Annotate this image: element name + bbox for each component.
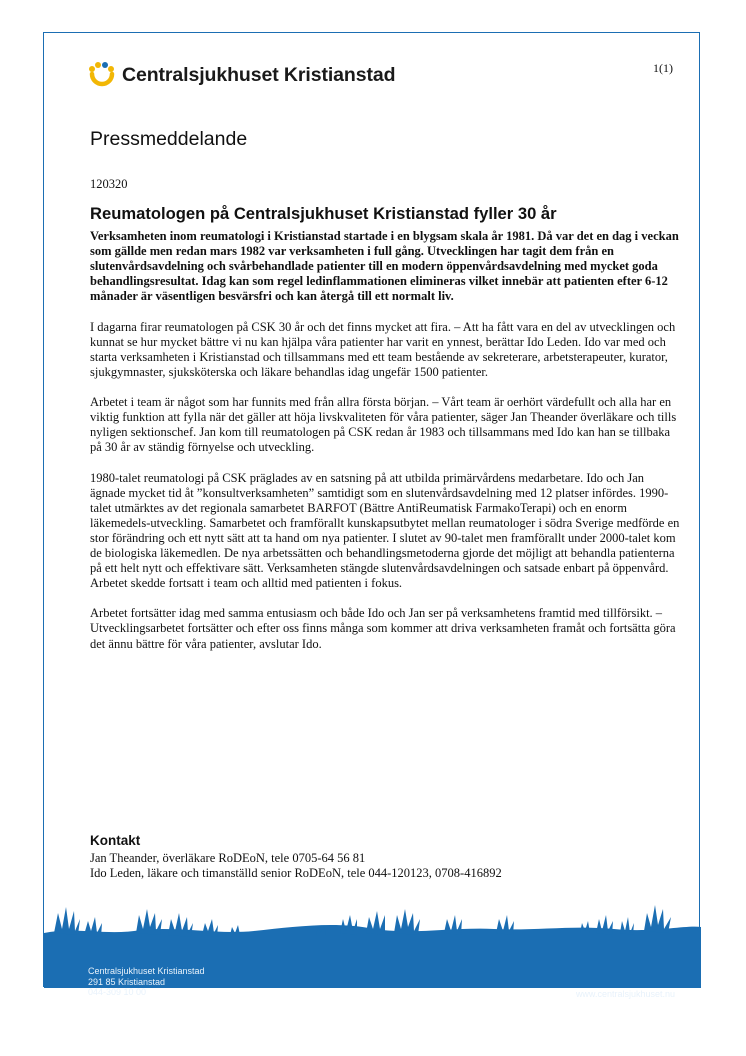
- contact-line: Jan Theander, överläkare RoDEoN, tele 0705-64 56 81: [90, 851, 366, 866]
- page-number: 1(1): [653, 61, 673, 75]
- footer-phone: 044-309 10 00: [88, 987, 147, 997]
- release-date: 120320: [90, 177, 128, 191]
- footer-website-link[interactable]: www.centralsjukhuset.nu: [575, 989, 675, 999]
- footer-postal-address: 291 85 Kristianstad: [88, 976, 166, 987]
- headline: Reumatologen på Centralsjukhuset Kristianstad fyller 30 år: [90, 204, 557, 223]
- contact-section: [90, 833, 502, 881]
- contact-line: Ido Leden, läkare och timanställd senior RoDEoN, tele 044-120123, 0708-416892: [90, 866, 502, 881]
- body-paragraph: 1980-talet reumatologi på CSK präglades av en satsning på att utbilda primärvårdens medarbetare. Ido och Jan ägnade mycket tid åt ”konsultverksamheten” samtidigt som en slutenvårdsavdelning med 12 platser infördes. 1990-talet utmärktes av det regionala samarbetet BARFOT (Bättre AntiReumatisk FarmakoTerapi) och en enorm läkemedels-utveckling. Samarbetet och framförallt kunskapsutbytet mellan reumatologer i södra Sverige medförde en stor förändring och ett nytt sätt att ta hand om nya patienter. I slutet av 90-talet men framförallt under 2000-talet kom de biologiska läkemedlen. De nya arbetssätten och behandlingsmetoderna gjorde det möjligt att behandla patienterna på ett helt nytt och effektivare sätt. Verksamheten stängde slutenvårdsavdelningen och satsade enbart på öppenvård. Arbetet skedde fortsatt i team och alltid med patienten i fokus.: [90, 470, 680, 591]
- footer-address: [88, 966, 205, 998]
- hospital-logo-icon: [88, 61, 116, 89]
- footer-org-name: Centralsjukhuset Kristianstad: [88, 966, 205, 976]
- article-body: [90, 229, 680, 667]
- body-paragraph: Arbetet fortsätter idag med samma entusiasm och både Ido och Jan ser på verksamhetens framtid med tillförsikt. – Utvecklingsarbetet fortsätter och efter oss finns många som kommer att driva verksamheten framåt och fortsätta göra det ännu bättre för våra patienter, avslutar Ido.: [90, 606, 676, 651]
- body-paragraph: Arbetet i team är något som har funnits med från allra första början. – Vårt team är oerhört värdefullt och alla har en viktig funktion att fylla när det gäller att höja livskvaliteten för våra patienter, säger Jan Theander överläkare och tills nyligen sektionschef. Jan kom till reumatologen på CSK redan år 1983 och tillsammans med Ido kan han se tillbaka på 30 år av ständig förnyelse och utveckling.: [90, 395, 677, 455]
- document-type: Pressmeddelande: [90, 128, 248, 150]
- logo-text: Centralsjukhuset Kristianstad: [122, 63, 396, 86]
- body-paragraph: I dagarna firar reumatologen på CSK 30 år och det finns mycket att fira. – Att ha fått vara en del av utvecklingen och kunnat se hur mycket bättre vi nu kan hjälpa våra patienter har varit en ynnest, berättar Ido Leden. Ido var med och starta verksamheten i Kristianstad och tillsammans med ett team bestående av sekreterare, arbetsterapeuter, kurator, sjukgymnaster, sjuksköterska och läkare behandlas idag ungefär 1500 patienter.: [90, 319, 676, 379]
- contact-heading: Kontakt: [90, 833, 141, 848]
- lead-paragraph: Verksamheten inom reumatologi i Kristianstad startade i en blygsam skala år 1981. Då var det en dag i veckan som gällde men redan mars 1982 var verksamheten i full gång. Utvecklingen har tagit dem från en slutenvårdsavdelning och svårbehandlade patienter till en modern öppenvårdsavdelning med mycket goda behandlingsresultat. Idag kan som regel ledinflammationen elimineras vilket innebär att patienten efter 6-12 månader är väsentligen besvärsfri och kan återgå till ett normalt liv.: [90, 229, 679, 304]
- hospital-logo: [88, 60, 395, 90]
- press-release-page: [43, 32, 700, 999]
